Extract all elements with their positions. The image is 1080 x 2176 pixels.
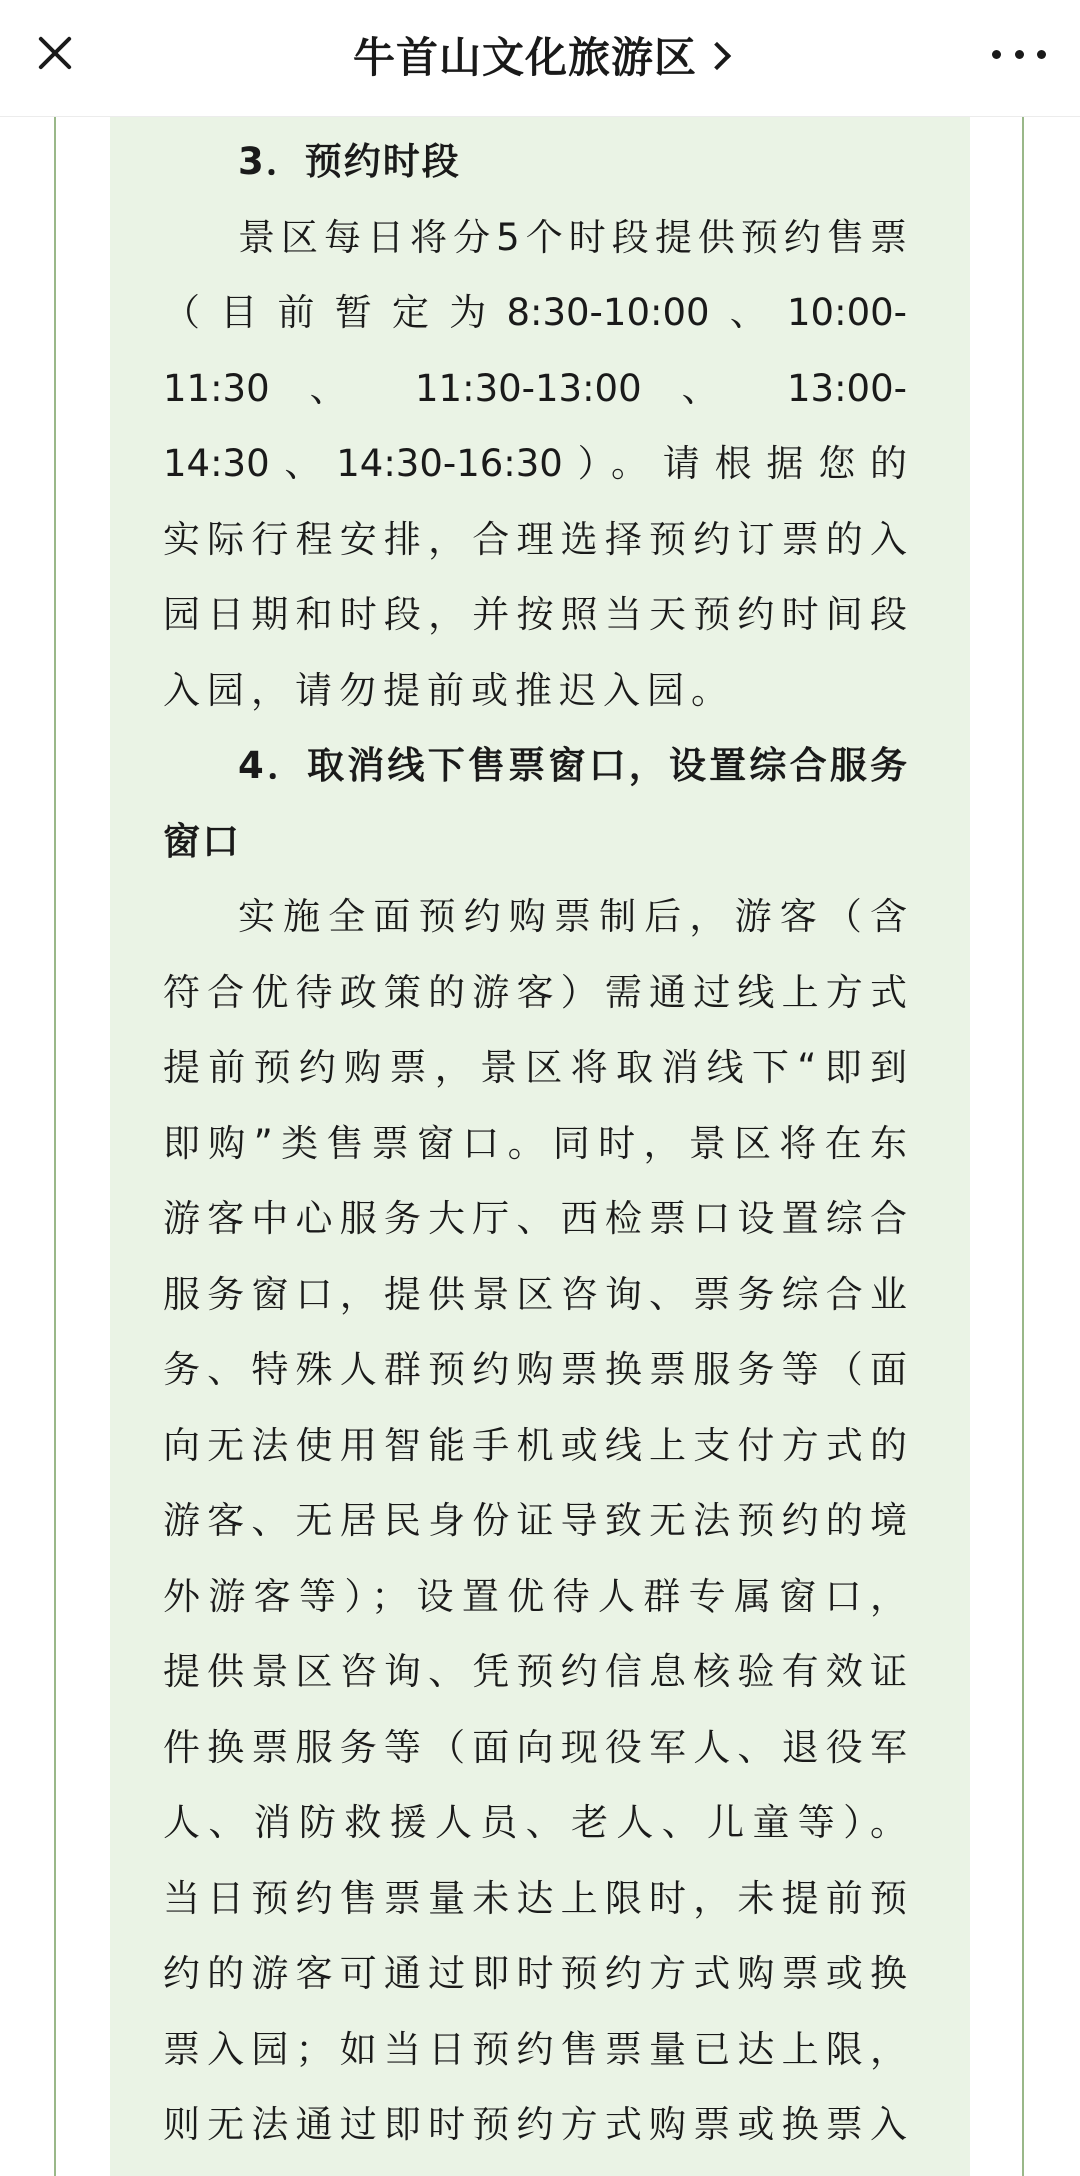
paragraph-line: 游客中心服务大厅、西检票口设置综合 [163, 1197, 907, 1240]
paragraph-line: 园日期和时段，并按照当天预约时间段 [163, 593, 907, 636]
section-heading: 窗口 [163, 820, 241, 863]
paragraph-line: 人、消防救援人员、老人、儿童等）。 [163, 1801, 907, 1844]
frame-left-border [54, 116, 56, 2176]
paragraph-line: 约的游客可通过即时预约方式购票或换 [163, 1952, 907, 1995]
more-dot [1015, 50, 1024, 59]
paragraph-line: 14:30、14:30-16:30）。请根据您的 [163, 442, 907, 485]
paragraph-line: 则无法通过即时预约方式购票或换票入 [163, 2103, 907, 2146]
paragraph-line: 符合优待政策的游客）需通过线上方式 [163, 971, 907, 1014]
paragraph-line: 实施全面预约购票制后，游客（含 [238, 895, 907, 938]
paragraph-line: 服务窗口，提供景区咨询、票务综合业 [163, 1273, 907, 1316]
paragraph-line: 提前预约购票，景区将取消线下“即到 [163, 1046, 907, 1089]
paragraph-line: 向无法使用智能手机或线上支付方式的 [163, 1424, 907, 1467]
paragraph-line: 景区每日将分5个时段提供预约售票 [238, 216, 907, 259]
more-dot [1037, 50, 1046, 59]
top-navigation-bar [0, 0, 1080, 117]
paragraph-line: 实际行程安排，合理选择预约订票的入 [163, 518, 907, 561]
paragraph-line: 11:30 、 11:30-13:00 、 13:00- [163, 367, 907, 410]
paragraph-line: 游客、无居民身份证导致无法预约的境 [163, 1499, 907, 1542]
title-area[interactable] [0, 0, 1080, 110]
paragraph-line: 票入园；如当日预约售票量已达上限， [163, 2028, 907, 2071]
paragraph-line: 件换票服务等（面向现役军人、退役军 [163, 1726, 907, 1769]
section-heading: 4．取消线下售票窗口，设置综合服务 [238, 744, 907, 787]
paragraph-line: 即购”类售票窗口。同时，景区将在东 [163, 1122, 907, 1165]
page-title[interactable]: 牛首山文化旅游区 [352, 33, 697, 82]
frame-right-border [1022, 116, 1024, 2176]
more-horizontal-icon[interactable] [992, 44, 1046, 64]
chevron-right-icon[interactable] [703, 42, 731, 70]
section-heading: 3．预约时段 [238, 140, 461, 183]
paragraph-line: 外游客等）；设置优待人群专属窗口， [163, 1575, 907, 1618]
paragraph-line: 入园，请勿提前或推迟入园。 [163, 669, 735, 712]
paragraph-line: 当日预约售票量未达上限时，未提前预 [163, 1877, 907, 1920]
more-dot [992, 50, 1001, 59]
paragraph-line: 务、特殊人群预约购票换票服务等（面 [163, 1348, 907, 1391]
paragraph-line: （目前暂定为8:30-10:00、10:00- [163, 291, 907, 334]
paragraph-line: 提供景区咨询、凭预约信息核验有效证 [163, 1650, 907, 1693]
